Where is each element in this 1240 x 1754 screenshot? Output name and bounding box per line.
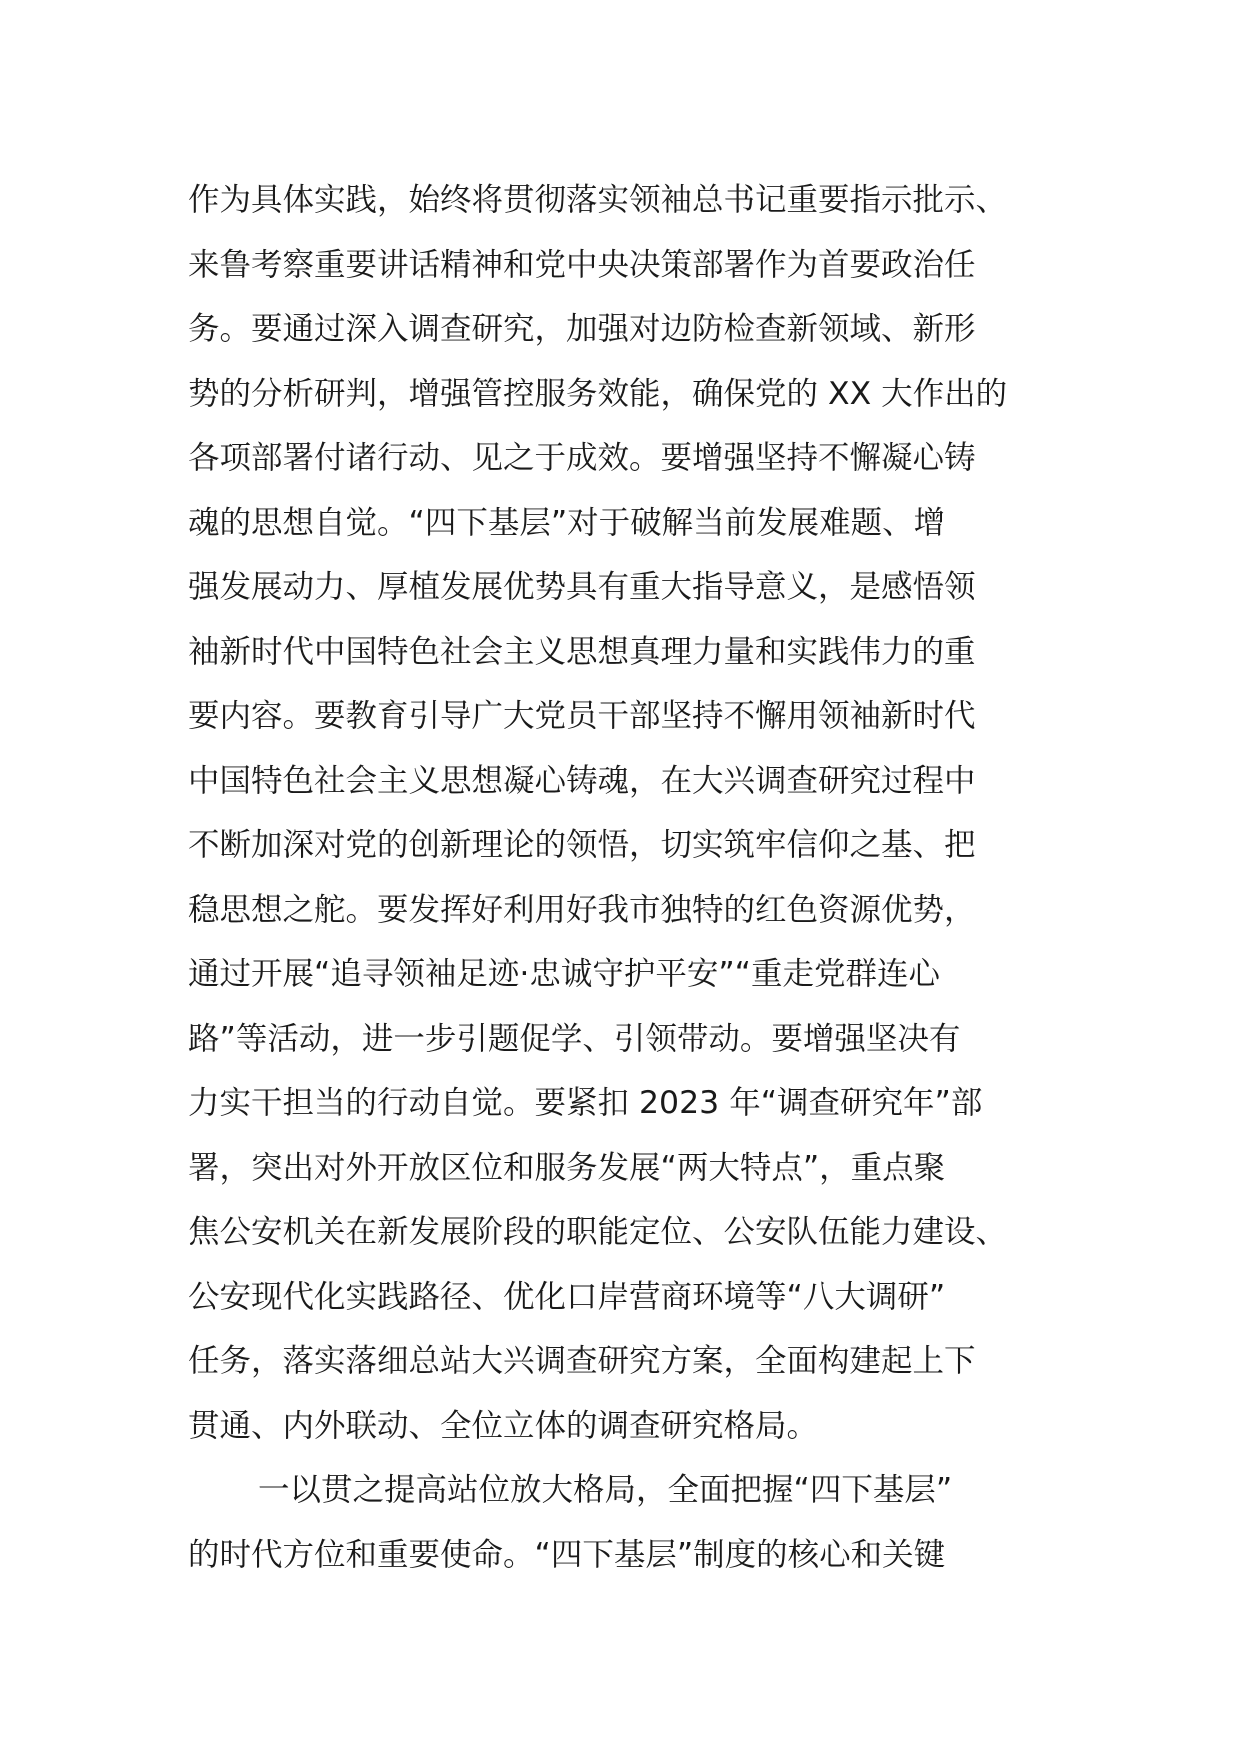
text-line: 各项部署付诸行动、见之于成效。要增强坚持不懈凝心铸: [188, 440, 976, 476]
text-line: 公安现代化实践路径、优化口岸营商环境等“八大调研”: [188, 1278, 946, 1315]
text-line: 中国特色社会主义思想凝心铸魂，在大兴调查研究过程中: [188, 762, 976, 799]
text-line: 通过开展“追寻领袖足迹·忠诚守护平安”“重走党群连心: [188, 956, 940, 992]
text-line: 不断加深对党的创新理论的领悟，切实筑牢信仰之基、把: [188, 827, 976, 863]
paragraph-first-line: 一以贯之提高站位放大格局，全面把握“四下基层”: [258, 1472, 953, 1508]
text-line: 务。要通过深入调查研究，加强对边防检查新领域、新形: [188, 311, 976, 347]
text-line: 贯通、内外联动、全位立体的调查研究格局。: [188, 1407, 819, 1444]
text-line: 焦公安机关在新发展阶段的职能定位、公安队伍能力建设、: [188, 1214, 1008, 1250]
text-line: 袖新时代中国特色社会主义思想真理力量和实践伟力的重: [188, 633, 976, 670]
body-text: [188, 168, 1068, 1587]
text-line: 稳思想之舵。要发挥好利用好我市独特的红色资源优势，: [188, 891, 976, 928]
text-line: 路”等活动，进一步引题促学、引领带动。要增强坚决有: [188, 1020, 961, 1057]
text-line: 的时代方位和重要使命。“四下基层”制度的核心和关键: [188, 1536, 946, 1573]
text-line: 势的分析研判，增强管控服务效能，确保党的 XX 大作出的: [188, 375, 1008, 412]
text-line: 作为具体实践，始终将贯彻落实领袖总书记重要指示批示、: [188, 182, 1008, 218]
text-line: 强发展动力、厚植发展优势具有重大指导意义，是感悟领: [188, 569, 976, 605]
text-line: 来鲁考察重要讲话精神和党中央决策部署作为首要政治任: [188, 246, 976, 283]
text-line: 任务，落实落细总站大兴调查研究方案，全面构建起上下: [188, 1343, 976, 1379]
text-line: 力实干担当的行动自觉。要紧扣 2023 年“调查研究年”部: [188, 1085, 983, 1121]
text-line: 署，突出对外开放区位和服务发展“两大特点”，重点聚: [188, 1149, 946, 1186]
text-line: 魂的思想自觉。“四下基层”对于破解当前发展难题、增: [188, 504, 946, 541]
text-line: 要内容。要教育引导广大党员干部坚持不懈用领袖新时代: [188, 698, 976, 734]
